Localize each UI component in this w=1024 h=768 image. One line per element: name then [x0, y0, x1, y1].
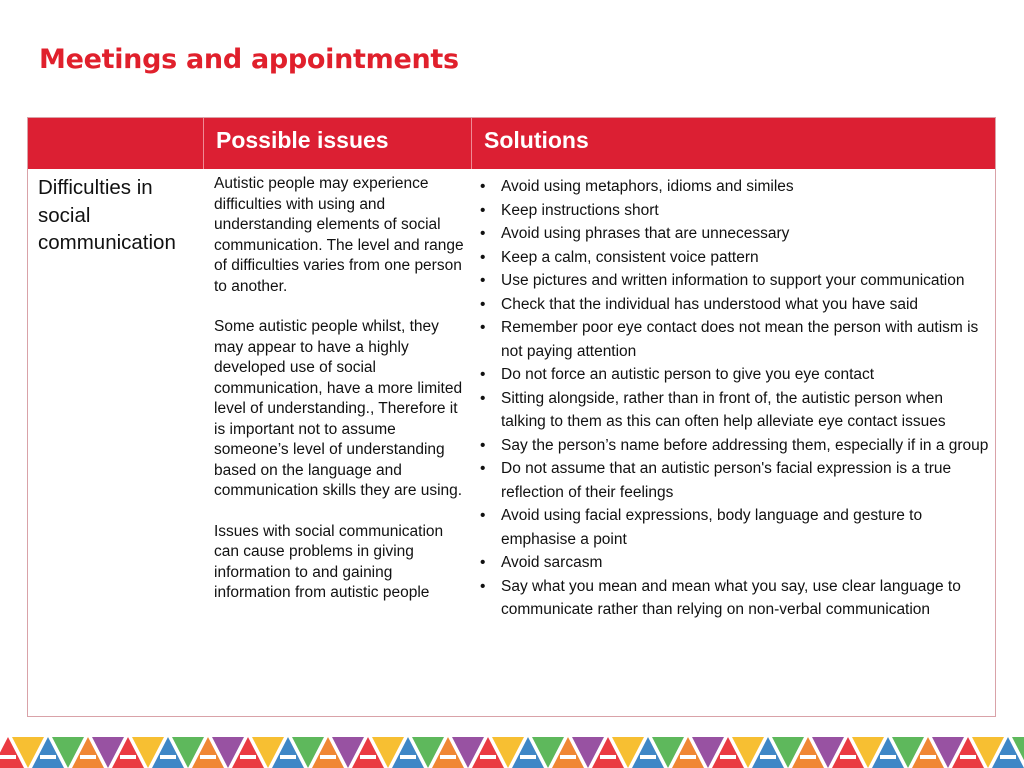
footer-a-crossbar	[0, 755, 16, 759]
footer-a-crossbar	[200, 755, 216, 759]
solution-item: • Avoid using phrases that are unnecessary	[477, 222, 992, 246]
footer-a-crossbar	[40, 755, 56, 759]
footer-a-crossbar	[480, 755, 496, 759]
footer-a-crossbar	[680, 755, 696, 759]
footer-a-crossbar	[440, 755, 456, 759]
footer-a-crossbar	[520, 755, 536, 759]
footer-a-crossbar	[240, 755, 256, 759]
issues-paragraph: Issues with social communication can cause problems in giving information to and gaining information from autistic people	[214, 522, 444, 601]
solution-item: • Keep a calm, consistent voice pattern	[477, 246, 992, 270]
footer-a-crossbar	[600, 755, 616, 759]
solutions-list	[477, 175, 992, 622]
possible-issues-cell	[214, 174, 464, 624]
footer-a-crossbar	[120, 755, 136, 759]
footer-a-crossbar	[160, 755, 176, 759]
solution-item: • Do not force an autistic person to give you eye contact	[477, 363, 992, 387]
solution-item: • Avoid sarcasm	[477, 551, 992, 575]
header-cell-possible-issues: Possible issues	[203, 118, 471, 169]
page-title: Meetings and appointments	[39, 44, 459, 75]
solution-item: • Avoid using metaphors, idioms and similes	[477, 175, 992, 199]
footer-a-crossbar	[280, 755, 296, 759]
footer-pattern-graphic	[0, 735, 1024, 768]
footer-a-crossbar	[960, 755, 976, 759]
footer-a-crossbar	[840, 755, 856, 759]
solution-item: • Avoid using facial expressions, body language and gesture to emphasise a point	[477, 504, 992, 551]
solution-item: • Keep instructions short	[477, 199, 992, 223]
footer-a-crossbar	[760, 755, 776, 759]
footer-a-crossbar	[400, 755, 416, 759]
header-cell-empty	[28, 118, 203, 169]
issues-paragraph: Some autistic people whilst, they may appear to have a highly developed use of social communication, have a more limited level of understanding., Therefore it is important not to assume someone’s level of understanding based on the language and communication skills they are using.	[214, 318, 463, 499]
footer-a-crossbar	[880, 755, 896, 759]
footer-a-crossbar	[80, 755, 96, 759]
footer-a-crossbar	[320, 755, 336, 759]
solution-item: • Use pictures and written information to support your communication	[477, 269, 992, 293]
solution-item: • Sitting alongside, rather than in front of, the autistic person when talking to them as this can often help alleviate eye contact issues	[477, 387, 992, 434]
footer-a-crossbar	[720, 755, 736, 759]
row-topic-cell: Difficulties in social communication	[38, 176, 176, 254]
solution-item: • Do not assume that an autistic person's facial expression is a true reflection of their feelings	[477, 457, 992, 504]
decorative-footer-banner	[0, 735, 1024, 768]
footer-a-crossbar	[800, 755, 816, 759]
issues-solutions-table	[27, 117, 996, 717]
table-header-row	[28, 118, 995, 169]
solution-item: • Say the person’s name before addressing them, especially if in a group	[477, 434, 992, 458]
footer-a-crossbar	[640, 755, 656, 759]
solution-item: • Remember poor eye contact does not mean the person with autism is not paying attention	[477, 316, 992, 363]
footer-a-crossbar	[920, 755, 936, 759]
footer-a-crossbar	[560, 755, 576, 759]
footer-a-crossbar	[1000, 755, 1016, 759]
solution-item: • Check that the individual has understood what you have said	[477, 293, 992, 317]
footer-a-crossbar	[360, 755, 376, 759]
issues-paragraph: Autistic people may experience difficulties with using and understanding elements of social communication. The level and range of difficulties varies from one person to another.	[214, 175, 464, 295]
header-cell-solutions: Solutions	[471, 118, 996, 169]
solution-item: • Say what you mean and mean what you say, use clear language to communicate rather than relying on non-verbal communication	[477, 575, 992, 622]
